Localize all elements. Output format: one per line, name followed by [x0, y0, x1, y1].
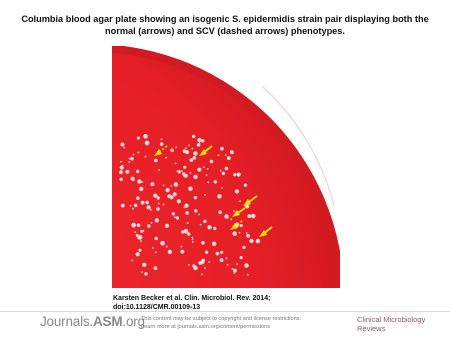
- colony: [151, 222, 153, 224]
- colony: [183, 207, 185, 209]
- colony: [201, 241, 205, 245]
- colony: [142, 263, 146, 267]
- colony: [206, 174, 208, 176]
- colony: [140, 230, 143, 233]
- colony: [170, 149, 174, 153]
- colony: [145, 201, 149, 205]
- colony: [166, 246, 168, 248]
- colony: [121, 204, 125, 208]
- colony: [220, 170, 222, 172]
- colony: [139, 187, 143, 191]
- colony: [240, 224, 243, 227]
- colony: [121, 143, 125, 147]
- colony: [237, 173, 241, 177]
- colony: [192, 264, 195, 267]
- colony: [137, 179, 141, 183]
- colony: [178, 170, 181, 173]
- colony: [204, 194, 206, 196]
- colony: [234, 272, 236, 274]
- colony: [256, 239, 261, 244]
- colony: [168, 250, 172, 254]
- colony: [207, 168, 209, 170]
- colony: [165, 157, 167, 159]
- colony: [174, 182, 179, 187]
- colony: [133, 180, 135, 182]
- colony: [227, 264, 229, 266]
- colony: [138, 249, 141, 252]
- colony: [230, 218, 232, 220]
- colony: [235, 189, 239, 193]
- colony: [131, 260, 133, 262]
- colony: [133, 154, 135, 156]
- colony: [193, 175, 197, 179]
- colony: [183, 166, 186, 169]
- colony: [203, 166, 205, 168]
- colony: [132, 208, 134, 210]
- colony: [163, 185, 165, 187]
- colony: [136, 252, 140, 256]
- colony: [233, 210, 235, 212]
- colony: [145, 141, 150, 146]
- colony: [220, 147, 224, 151]
- notice-line-2[interactable]: Learn more at journals.asm.org/content/permissions: [141, 324, 271, 330]
- colony: [190, 172, 192, 174]
- colony: [187, 232, 190, 235]
- colony: [119, 170, 123, 174]
- colony: [155, 218, 159, 222]
- colony: [244, 263, 249, 268]
- colony: [198, 214, 200, 216]
- colony: [130, 157, 134, 161]
- colony: [207, 181, 209, 183]
- colony: [186, 211, 188, 213]
- colony: [190, 158, 194, 162]
- colony: [246, 234, 250, 238]
- colony: [175, 163, 177, 165]
- notice-line-1: This content may be subject to copyright and license restrictions.: [141, 316, 302, 322]
- colony: [173, 192, 177, 196]
- colony: [225, 167, 229, 171]
- colony: [194, 196, 197, 199]
- colony: [134, 204, 138, 208]
- colony: [192, 239, 194, 241]
- colony: [145, 156, 147, 158]
- colony: [233, 173, 236, 176]
- slide-title: Columbia blood agar plate showing an isogenic S. epidermidis strain pair displaying both the normal (arrows) and SCV (dashed arrows) phenotypes.: [21, 14, 429, 36]
- colony: [177, 199, 181, 203]
- colony: [158, 203, 160, 205]
- colony: [201, 273, 203, 275]
- colony: [151, 182, 155, 186]
- colony: [227, 156, 231, 160]
- colony: [251, 214, 256, 219]
- colony: [197, 138, 201, 142]
- colony: [232, 268, 234, 270]
- colony: [172, 212, 175, 215]
- colony: [157, 196, 160, 199]
- colony: [216, 252, 220, 256]
- journal-line-2: Reviews: [357, 324, 386, 333]
- footer-divider: [0, 311, 450, 312]
- colony: [188, 145, 190, 147]
- colony: [247, 214, 251, 218]
- colony: [222, 172, 225, 175]
- citation-line-2: doi:10.1128/CMR.00109-13: [113, 304, 201, 311]
- colony: [240, 256, 243, 259]
- colony: [155, 251, 157, 253]
- colony: [120, 161, 122, 163]
- colony: [137, 223, 141, 227]
- colony: [204, 267, 206, 269]
- colony: [220, 258, 224, 262]
- colony: [147, 205, 151, 209]
- colony: [156, 207, 160, 211]
- colony: [134, 231, 136, 233]
- colony: [123, 147, 125, 149]
- colony: [226, 258, 228, 260]
- colony: [165, 224, 169, 228]
- citation-line-1: Karsten Becker et al. Clin. Microbiol. Rev. 2014;: [113, 295, 271, 302]
- colony: [230, 150, 234, 154]
- colony: [217, 194, 222, 199]
- colony: [187, 222, 189, 224]
- colony: [130, 205, 132, 207]
- colony: [192, 135, 195, 138]
- colony: [175, 147, 177, 149]
- colony: [197, 168, 201, 172]
- colony: [128, 161, 130, 163]
- colony: [141, 271, 143, 273]
- colony: [137, 137, 140, 140]
- colony: [239, 232, 241, 234]
- colony: [221, 187, 223, 189]
- colony: [180, 246, 182, 248]
- colony: [232, 231, 237, 236]
- colony: [220, 251, 223, 254]
- colony: [120, 178, 123, 181]
- colony: [193, 156, 197, 160]
- colony: [249, 239, 253, 243]
- colony: [188, 264, 190, 266]
- colony: [192, 241, 194, 243]
- logo-suffix: .org: [122, 314, 145, 329]
- colony: [197, 143, 201, 147]
- agar-plate-image: [112, 46, 340, 288]
- colony: [180, 250, 184, 254]
- colony: [242, 246, 245, 249]
- colony: [191, 148, 193, 150]
- colony: [136, 170, 139, 173]
- colony: [161, 139, 163, 141]
- colony: [141, 181, 143, 183]
- colony: [143, 134, 148, 139]
- colony: [205, 251, 208, 254]
- journal-line-1: Clinical Microbiology: [357, 315, 426, 324]
- colony: [150, 209, 152, 211]
- colony: [125, 170, 129, 174]
- colony: [136, 196, 140, 200]
- colony: [129, 158, 131, 160]
- colony: [122, 165, 124, 167]
- colony: [144, 272, 148, 276]
- colony: [181, 170, 183, 172]
- colony: [154, 237, 158, 241]
- colony: [174, 216, 176, 218]
- colony: [185, 147, 187, 149]
- colony: [176, 216, 179, 219]
- colony: [166, 188, 170, 192]
- citation: [113, 294, 343, 312]
- colony: [181, 230, 185, 234]
- colony: [167, 194, 171, 198]
- colony: [201, 261, 204, 264]
- colony: [182, 172, 185, 175]
- colony: [136, 234, 139, 237]
- colony: [163, 204, 165, 206]
- colony: [152, 247, 154, 249]
- colony: [141, 201, 145, 205]
- colony: [210, 160, 214, 164]
- colony: [154, 266, 158, 270]
- copyright-notice: [141, 315, 331, 331]
- logo-brand: ASM: [92, 314, 123, 329]
- journals-asm-logo[interactable]: [40, 314, 145, 329]
- colony: [203, 220, 206, 223]
- colony: [188, 187, 193, 192]
- colony: [200, 224, 202, 226]
- colony: [207, 225, 211, 229]
- colony: [160, 241, 165, 246]
- colony: [140, 240, 142, 242]
- colony: [171, 185, 173, 187]
- colony: [224, 214, 229, 219]
- journal-name: [357, 315, 425, 333]
- colony: [208, 261, 210, 263]
- colony: [218, 210, 222, 214]
- logo-prefix: Journals.: [40, 314, 93, 329]
- colony: [193, 151, 198, 156]
- colony: [194, 209, 197, 212]
- colony: [233, 269, 237, 273]
- colony: [147, 224, 150, 227]
- colony: [153, 194, 157, 198]
- colony: [225, 154, 227, 156]
- colony: [246, 232, 248, 234]
- colony: [239, 200, 241, 202]
- colony: [247, 274, 249, 276]
- colony: [154, 159, 158, 163]
- colony: [185, 150, 189, 154]
- colony: [214, 180, 217, 183]
- colony: [212, 242, 217, 247]
- colony: [131, 223, 136, 228]
- colony: [138, 152, 140, 154]
- colony: [158, 169, 160, 171]
- colony: [218, 154, 220, 156]
- colony: [244, 184, 247, 187]
- colony: [236, 263, 238, 265]
- agar-plate-photo: [112, 46, 340, 288]
- colony: [213, 227, 216, 230]
- colony: [191, 237, 193, 239]
- colony: [160, 142, 164, 146]
